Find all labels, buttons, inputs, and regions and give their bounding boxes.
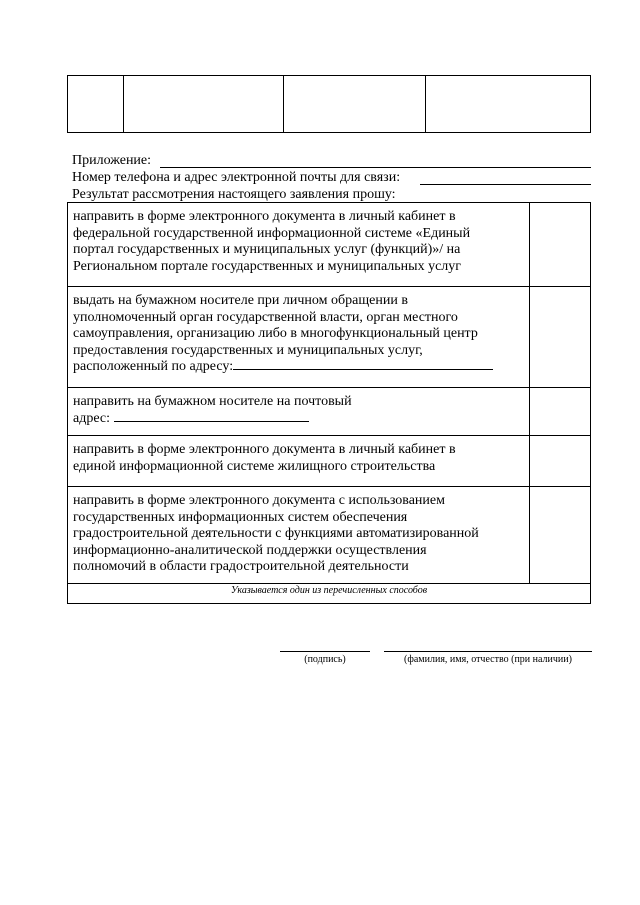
- option-text-line: направить в форме электронного документа в личный кабинет в: [73, 209, 456, 224]
- table-cell-divider: [283, 76, 284, 132]
- option-row-paper-in-person: [68, 287, 590, 388]
- option-address-label: адрес:: [73, 410, 111, 426]
- option-text-line: направить на бумажном носителе на почтовый: [73, 394, 352, 409]
- option-checkbox-cell[interactable]: [529, 287, 590, 387]
- full-name-line[interactable]: [384, 651, 592, 652]
- option-text-line: Региональном портале государственных и муниципальных услуг: [73, 258, 462, 274]
- option-checkbox-cell[interactable]: [529, 487, 590, 583]
- option-text-line: направить в форме электронного документа в личный кабинет в: [73, 442, 456, 457]
- full-name-caption: (фамилия, имя, отчество (при наличии): [404, 654, 572, 665]
- signature-line[interactable]: [280, 651, 370, 652]
- option-text-line: самоуправления, организацию либо в многофункциональный центр: [73, 326, 478, 341]
- option-text-line: направить в форме электронного документа с использованием: [73, 493, 445, 508]
- table-cell-divider: [123, 76, 124, 132]
- option-text-line: государственных информационных систем обеспечения: [73, 509, 408, 525]
- attachment-blank-line[interactable]: [160, 167, 591, 168]
- option-address-label: расположенный по адресу:: [73, 359, 234, 374]
- attachment-label: Приложение:: [72, 153, 152, 168]
- option-checkbox-cell[interactable]: [529, 388, 590, 435]
- table-note: Указывается один из перечисленных способов: [67, 580, 591, 604]
- option-text-line: единой информационной системе жилищного строительства: [73, 458, 436, 474]
- option-text-line: портал государственных и муниципальных услуг (функций)»/ на: [73, 242, 461, 257]
- address-blank-line[interactable]: [233, 368, 493, 370]
- option-text-line: выдать на бумажном носителе при личном обращении в: [73, 293, 408, 308]
- option-row-housing-system: [68, 436, 590, 487]
- table-cell-divider: [425, 76, 426, 132]
- option-row-electronic-portal: [68, 203, 590, 287]
- contact-blank-line[interactable]: [420, 184, 591, 185]
- signature-caption: (подпись): [304, 654, 346, 665]
- option-text-line: информационно-аналитической поддержки осуществления: [73, 542, 427, 558]
- option-text-line: градостроительной деятельности с функциями автоматизированной: [73, 526, 479, 541]
- option-text-line: уполномоченный орган государственной власти, орган местного: [73, 309, 458, 325]
- option-checkbox-cell[interactable]: [529, 203, 590, 286]
- option-text-line: предоставления государственных и муниципальных услуг,: [73, 342, 423, 358]
- result-label: Результат рассмотрения настоящего заявления прошу:: [72, 187, 396, 202]
- option-checkbox-cell[interactable]: [529, 436, 590, 486]
- delivery-options-table: [67, 202, 591, 584]
- option-text-line: федеральной государственной информационной системе «Единый: [73, 225, 471, 241]
- postal-address-blank-line[interactable]: [114, 420, 309, 422]
- option-row-paper-mail: [68, 388, 590, 436]
- top-empty-table: [67, 75, 591, 133]
- option-text-line: полномочий в области градостроительной деятельности: [73, 559, 409, 574]
- option-row-urban-planning-system: [68, 487, 590, 583]
- contact-label: Номер телефона и адрес электронной почты для связи:: [72, 170, 401, 185]
